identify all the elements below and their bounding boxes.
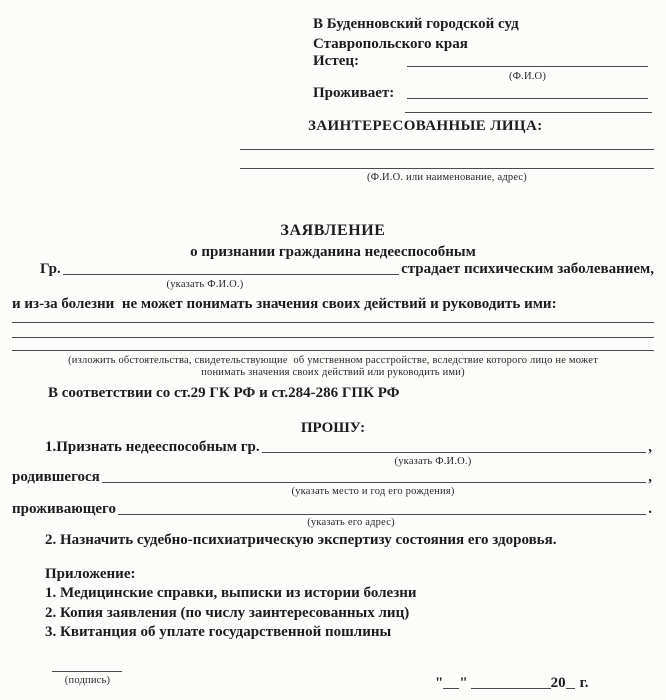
birth-comma: , bbox=[648, 469, 652, 485]
date-day-field[interactable] bbox=[443, 677, 459, 689]
residence-address-extra-field[interactable] bbox=[405, 101, 652, 113]
birth-prefix: родившегося bbox=[12, 469, 100, 485]
residence-address-field[interactable] bbox=[407, 84, 648, 99]
plaintiff-name-field[interactable] bbox=[407, 52, 648, 67]
circumstances-field-2[interactable] bbox=[12, 326, 654, 338]
incapacity-statement: и из-за болезни не может понимать значения своих действий и руководить ими: bbox=[12, 296, 557, 312]
citizen-name-field[interactable] bbox=[63, 260, 399, 275]
residing-period: . bbox=[648, 501, 652, 517]
interested-parties-field-2[interactable] bbox=[240, 157, 654, 169]
plaintiff-label: Истец: bbox=[313, 53, 359, 69]
circumstances-field-3[interactable] bbox=[12, 339, 654, 351]
date-year-digit-field[interactable] bbox=[566, 677, 575, 689]
illness-statement: страдает психическим заболеванием, bbox=[401, 261, 654, 277]
incapable-name-field[interactable] bbox=[262, 438, 647, 453]
interested-parties-heading: ЗАИНТЕРЕСОВАННЫЕ ЛИЦА: bbox=[308, 118, 543, 134]
document-title: ЗАЯВЛЕНИЕ bbox=[280, 222, 386, 239]
court-name-line-1: В Буденновский городской суд bbox=[313, 16, 519, 32]
residing-row bbox=[12, 500, 652, 518]
date-open-quote: " bbox=[435, 675, 444, 691]
date-row bbox=[420, 656, 589, 700]
citizen-row bbox=[40, 260, 654, 278]
citizen-name-caption: (указать Ф.И.О.) bbox=[166, 279, 244, 290]
date-year-suffix: г. bbox=[579, 675, 589, 691]
attachment-item-1: 1. Медицинские справки, выписки из истории болезни bbox=[45, 585, 417, 601]
residence-row bbox=[313, 84, 650, 102]
birth-row bbox=[12, 468, 652, 486]
circumstances-field-1[interactable] bbox=[12, 311, 654, 323]
birth-place-year-field[interactable] bbox=[102, 468, 646, 483]
interested-parties-field-1[interactable] bbox=[240, 138, 654, 150]
signature-field[interactable] bbox=[52, 660, 122, 672]
request-item-1-comma: , bbox=[648, 439, 652, 455]
interested-parties-caption: (Ф.И.О. или наименование, адрес) bbox=[367, 172, 527, 183]
request-item-2: 2. Назначить судебно-психиатрическую экспертизу состояния его здоровья. bbox=[45, 532, 557, 548]
citizen-prefix: Гр. bbox=[40, 261, 61, 277]
plaintiff-row bbox=[313, 52, 650, 70]
attachment-item-3: 3. Квитанция об уплате государственной пошлины bbox=[45, 624, 392, 640]
request-item-1-prefix: 1.Признать недееспособным гр. bbox=[45, 439, 260, 455]
court-name-line-2: Ставропольского края bbox=[313, 36, 468, 52]
residence-label: Проживает: bbox=[313, 85, 395, 101]
person-address-field[interactable] bbox=[118, 500, 646, 515]
residing-prefix: проживающего bbox=[12, 501, 116, 517]
date-month-field[interactable] bbox=[471, 677, 551, 689]
date-year-prefix: 20 bbox=[550, 675, 566, 691]
attachments-heading: Приложение: bbox=[45, 566, 136, 582]
plaintiff-name-caption: (Ф.И.О) bbox=[508, 71, 547, 82]
circumstances-caption-line-1: (изложить обстоятельства, свидетельствующие об умственном расстройстве, вследствие которого лицо не может bbox=[68, 355, 598, 366]
incapable-name-caption: (указать Ф.И.О.) bbox=[394, 456, 472, 467]
document-subtitle: о признании гражданина недееспособным bbox=[190, 244, 476, 260]
legal-basis: В соответствии со ст.29 ГК РФ и ст.284-286 ГПК РФ bbox=[48, 385, 400, 401]
date-close-quote: " bbox=[459, 675, 468, 691]
birth-caption: (указать место и год его рождения) bbox=[291, 486, 455, 497]
circumstances-caption-line-2: понимать значения своих действий или руководить ими) bbox=[201, 367, 465, 378]
signature-caption: (подпись) bbox=[64, 675, 111, 686]
request-heading: ПРОШУ: bbox=[300, 420, 366, 436]
person-address-caption: (указать его адрес) bbox=[307, 517, 395, 528]
attachment-item-2: 2. Копия заявления (по числу заинтересованных лиц) bbox=[45, 605, 410, 621]
request-item-1-row bbox=[45, 438, 652, 456]
